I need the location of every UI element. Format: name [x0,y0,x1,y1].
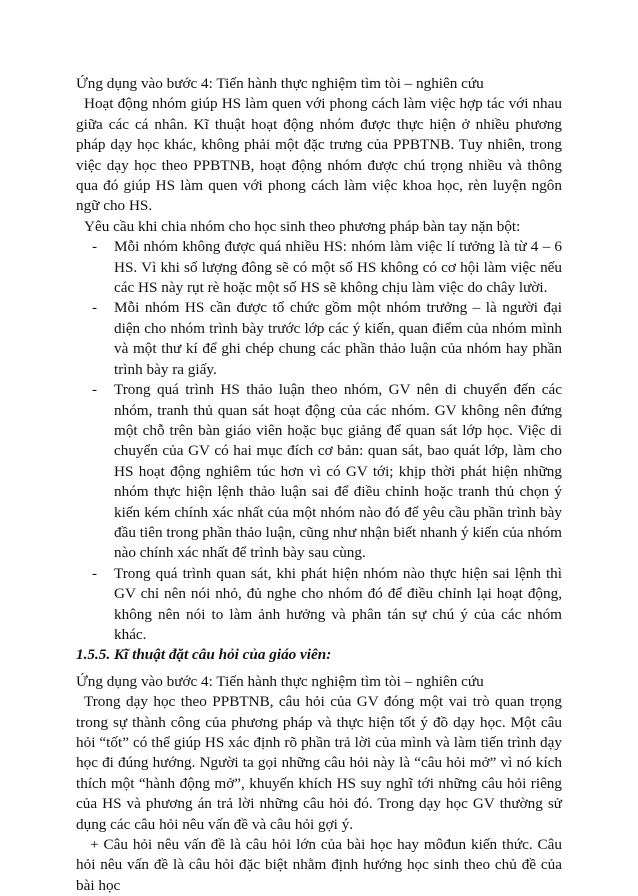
bullet-dash: - [92,299,98,317]
body-paragraph: Hoạt động nhóm giúp HS làm quen với phong cách làm việc hợp tác với nhau giữa các cá nhân. Kĩ thuật hoạt động nhóm được thực hiện ở nhiều phương pháp dạy học khác, không phải một đặc trưng của PPBTNB. Tuy nhiên, trong việc dạy học theo PPBTNB, hoạt động nhóm được chú trọng nhiều và thông qua đó giúp HS làm quen với phong cách làm việc khoa học, rèn luyện ngôn ngữ cho HS. [76,95,562,215]
list-item-text: Trong quá trình HS thảo luận theo nhóm, GV nên di chuyển đến các nhóm, tranh thủ quan sát hoạt động của các nhóm. GV không nên đứng một chỗ trên bàn giáo viên hoặc bục giảng để quan sát lớp học. Việc di chuyển của GV có hai mục đích cơ bản: quan sát, bao quát lớp, làm cho HS hoạt động nghiêm túc hơn vì có GV tới; khịp thời phát hiện những nhóm thực hiện lệnh thảo luận sai để điều chỉnh hoặc tranh thủ chọn ý kiến kém chính xác nhất của một nhóm nào đó để yêu cầu phần trình bày đầu tiên trong phần thảo luận, cũng như nhận biết nhanh ý kiến của nhóm nào chính xác nhất để trình bày sau cùng. [114,381,562,562]
list-item-text: Trong quá trình quan sát, khi phát hiện nhóm nào thực hiện sai lệnh thì GV chỉ nên nói nhỏ, đủ nghe cho nhóm đó để điều chỉnh lại hoạt động, không nên nói to làm ảnh hưởng và phân tán sự chú ý của các nhóm khác. [114,564,562,643]
body-paragraph: Trong dạy học theo PPBTNB, câu hỏi của GV đóng một vai trò quan trọng trong sự thành công của phương pháp và thực hiện tốt ý đồ dạy học. Một câu hỏi “tốt” có thể giúp HS xác định rõ phần trả lời của mình và làm tiến trình dạy học đi đúng hướng. Người ta gọi những câu hỏi này là “câu hỏi mở” vì nó kích thích một “hành động mở”, khuyến khích HS suy nghĩ tới những câu hỏi riêng của HS và phương án trả lời những câu hỏi đó. Trong dạy học GV thường sử dụng các câu hỏi nêu vấn đề và câu hỏi gợi ý. [76,693,562,833]
list-item-text: Mỗi nhóm không được quá nhiều HS: nhóm làm việc lí tưởng là từ 4 – 6 HS. Vì khi số lượng đông sẽ có một số HS không có cơ hội làm việc nếu các HS này rụt rè hoặc một số HS sẽ không chịu làm việc do chây lười. [114,238,562,297]
requirement-intro: Yêu cầu khi chia nhóm cho học sinh theo phương pháp bàn tay nặn bột: [84,217,521,235]
list-item [76,298,562,380]
section-heading: 1.5.5. Kĩ thuật đặt câu hỏi của giáo viên: [76,646,332,664]
step-line: Ứng dụng vào bước 4: Tiến hành thực nghiệm tìm tòi – nghiên cứu [76,672,484,690]
bullet-dash: - [92,564,98,582]
bullet-dash: - [92,381,98,399]
question-paragraph: + Câu hỏi nêu vấn đề là câu hỏi lớn của bài học hay môđun kiến thức. Câu hỏi nêu vấn đề là câu hỏi đặc biệt nhằm định hướng học sinh theo chủ đề của bài học [76,836,562,894]
list-item [76,564,562,646]
list-item-text: Mỗi nhóm HS cần được tổ chức gồm một nhóm trưởng – là người đại diện cho nhóm trình bày trước lớp các ý kiến, quan điểm của nhóm mình và một thư kí để ghi chép chung các phần thảo luận của nhóm hay phần trình bày ra giấy. [114,299,562,378]
step-line: Ứng dụng vào bước 4: Tiến hành thực nghiệm tìm tòi – nghiên cứu [76,75,484,92]
list-item [76,237,562,298]
bullet-dash: - [92,238,98,256]
list-item [76,380,562,564]
requirement-list [76,237,562,645]
